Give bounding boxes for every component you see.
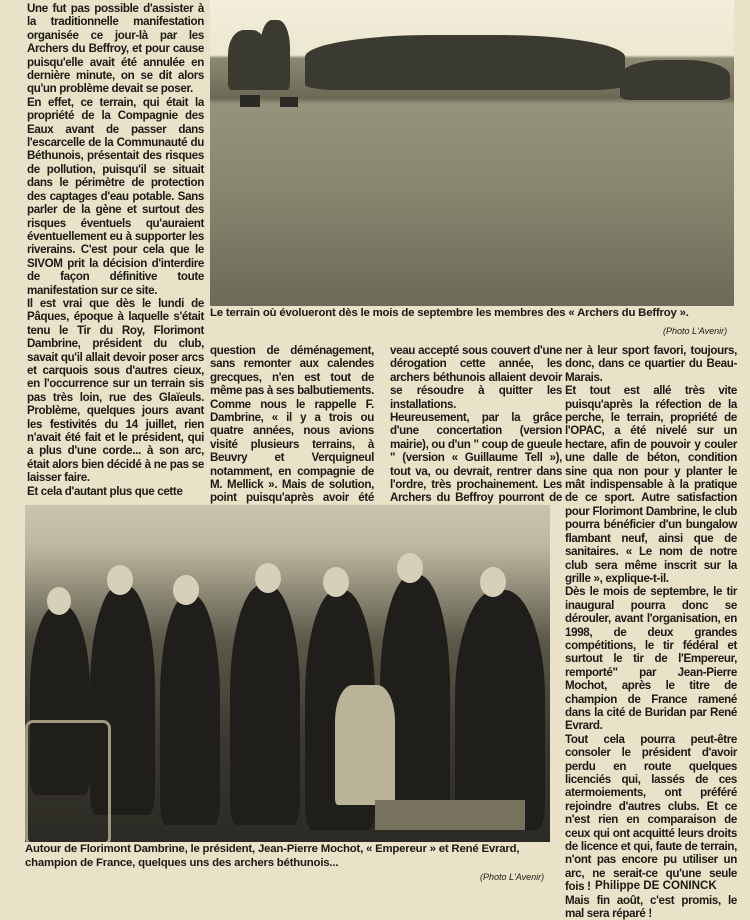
paragraph: Il est vrai que dès le lundi de Pâques, époque à laquelle s'était tenu le Tir du Roy, Florimont Dambrine, président du club, savait qu'il allait devoir poser arcs et carquois sous d'autres cieux, en l'occurrence sur un terrain sis pas très loin, rue des Glaïeuls. Problème, quelques jours avant les festivités du 14 juillet, rien n'avait été fait et le président, qui a plus d'une corde... à son arc, était alors bien décidé à ne pas se laisser faire.: [27, 296, 204, 485]
field-photo: [210, 0, 734, 306]
face: [173, 575, 199, 605]
person: [230, 585, 300, 825]
paragraph: Une fut pas possible d'assister à la traditionnelle manifestation organisée ce jour-là par les Archers du Beffroy, et pour cause puisqu'elle avait été annulée en dernière minute, on se dit alors qu'un problème devait se poser.: [27, 2, 204, 96]
photo-credit-top: (Photo L'Avenir): [663, 326, 728, 336]
face: [323, 567, 349, 597]
face: [397, 553, 423, 583]
article-column-b: [390, 344, 562, 518]
paragraph: Mais fin août, c'est promis, le mal sera réparé !: [565, 893, 737, 920]
chair: [25, 720, 111, 842]
paragraph: Tout cela pourra peut-être consoler le président d'avoir perdu en route quelques licenciés qui, lassés de ces atermoiements, ont préféré rejoindre d'autres clubs. Et ce n'est rien en comparaison de ceux qui ont acquitté leurs droits de licence et qui, faute de terrain, n'ont pas encore pu utiliser un arc, ne serait-ce qu'une seule fois !: [565, 732, 737, 894]
paragraph: En effet, ce terrain, qui était la propriété de la Compagnie des Eaux avant de passer dans l'escarcelle de la Communauté du Béthunois, présentait des risques de pollution, puisqu'il se situait dans le périmètre de protection des captages d'eau potable. Sans parler de la gène et surtout des risques éventuels qu'auraient éventuellement eu à supporter les riverains. C'est pour cela que le SIVOM prit la décision d'interdire de façon définitive toute manifestation sur ce site.: [27, 95, 204, 297]
paragraph: Et cela d'autant plus que cette: [27, 484, 183, 498]
article-column-a: [210, 344, 374, 532]
person: [160, 595, 220, 825]
paragraph: ner à leur sport favori, toujours, donc, dans ce quartier du Beau-Marais.: [565, 344, 737, 384]
tree-line: [305, 35, 625, 90]
face: [47, 587, 71, 615]
photo-caption-top: Le terrain où évolueront dès le mois de septembre les membres des « Archers du Beffroy ».: [210, 307, 689, 319]
paragraph: veau accepté sous couvert d'une dérogation cette année, les archers béthunois allaient devoir se résoudre à quitter les installations.: [390, 344, 562, 411]
photo-caption-bottom: Autour de Florimont Dambrine, le président, Jean-Pierre Mochot, « Empereur » et René Evrard, champion de France, quelques uns des archers béthunois...: [25, 843, 520, 869]
child-sweater: [335, 685, 395, 805]
photo-credit-bottom: (Photo L'Avenir): [480, 872, 545, 882]
person: [455, 590, 545, 830]
article-column-left: [27, 2, 204, 498]
tree-line: [620, 60, 730, 100]
paragraph: Heureusement, par la grâce d'une concertation (version mairie), ou d'un " coup de gueule " (version « Guillaume Tell »), tout va, ou devrait, rentrer dans l'ordre, très prochainement. Les Archers du Beffroy pourront de: [390, 411, 562, 505]
paragraph: Et tout est allé très vite puisqu'après la réfection de la perche, le terrain, propriété de l'OPAC, a été nivelé sur un hectare, afin de pouvoir y couler une dalle de béton, condition sine qua non pour y planter le mât indispensable à la pratique de ce sport. Autre satisfaction pour Florimont Dambrine, le club pourra bénéficier d'un bungalow flambant neuf, ainsi que de sanitaires. « Le nom de notre club sera même inscrit sur la grille », explique-t-il.: [565, 384, 737, 585]
face: [107, 565, 133, 595]
paragraph: Dès le mois de septembre, le tir inaugural pourra donc se dérouler, avant l'organisation, en 1998, de deux grandes compétitions, le tir fédéral et surtout le tir de l'Empereur, remporté" par Jean-Pierre Mochot, après le titre de champion de France ramené dans la cité de Buridan par René Evrard.: [565, 585, 737, 733]
face: [480, 567, 506, 597]
article-column-right: [565, 344, 737, 920]
face: [255, 563, 281, 593]
group-photo: [25, 505, 550, 842]
vehicle: [280, 97, 298, 107]
author-byline: Philippe DE CONINCK: [595, 879, 717, 892]
vehicle: [240, 95, 260, 107]
table: [375, 800, 525, 830]
paragraph: question de déménagement, sans remonter aux calendes grecques, n'en est tout de même pas à ses balbutiements. Comme nous le rappelle F. Dambrine, « il y a trois ou quatre années, nous avions visité plusieurs terrains, à Beuvry et Verquigneul notamment, en compagnie de M. Mellick ». Mais de solution, point puisqu'après avoir été: [210, 344, 374, 505]
tree: [260, 20, 290, 90]
